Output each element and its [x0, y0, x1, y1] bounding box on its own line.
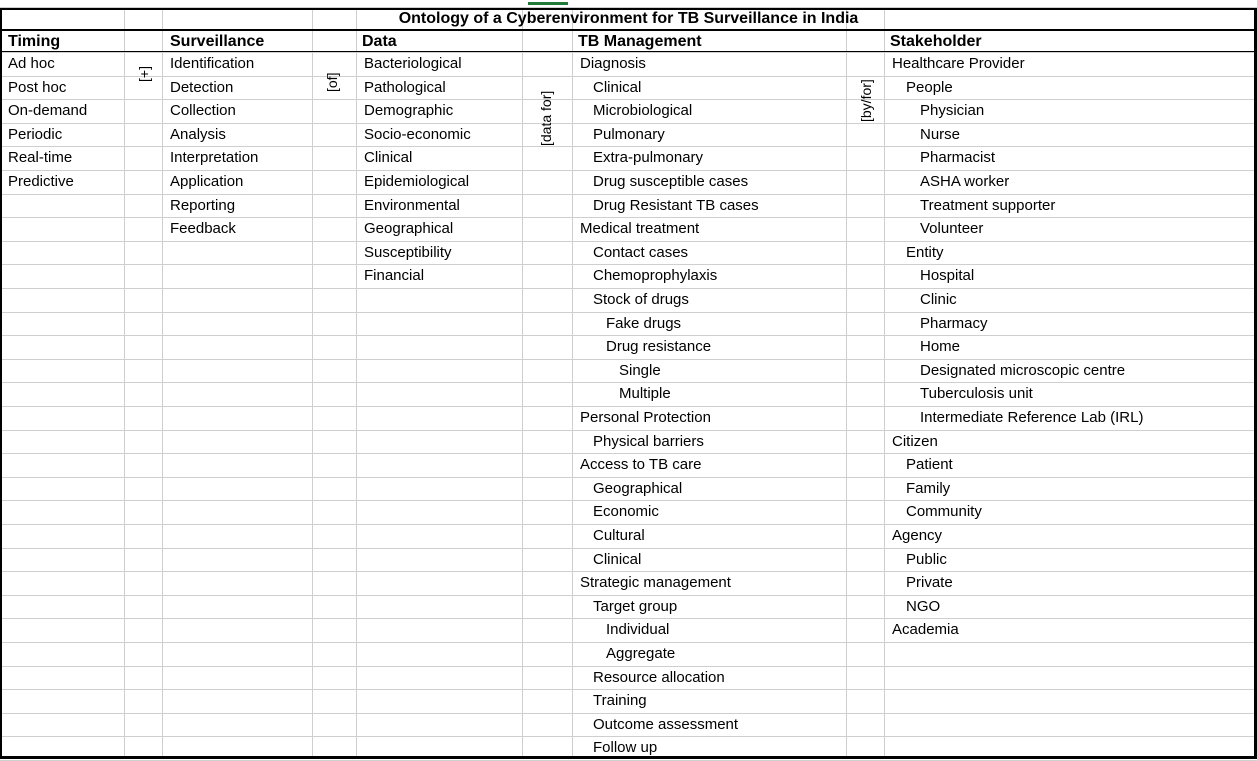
cell-tb-management[interactable]: Fake drugs [606, 315, 682, 332]
cell-stakeholder[interactable]: Hospital [920, 267, 975, 284]
cell-tb-management[interactable]: Drug resistance [606, 338, 712, 355]
cell-stakeholder[interactable]: Private [906, 574, 953, 591]
grid-column-line [846, 8, 847, 759]
cell-tb-management[interactable]: Multiple [619, 385, 671, 402]
cell-stakeholder[interactable]: People [906, 79, 953, 96]
cell-tb-management[interactable]: Clinical [593, 79, 642, 96]
cell-stakeholder[interactable]: Patient [906, 456, 953, 473]
cell-surveillance[interactable]: Interpretation [170, 149, 259, 166]
cell-tb-management[interactable]: Strategic management [580, 574, 731, 591]
cell-stakeholder[interactable]: Intermediate Reference Lab (IRL) [920, 409, 1144, 426]
cell-tb-management[interactable]: Diagnosis [580, 55, 646, 72]
grid-column-line [124, 8, 125, 759]
cell-stakeholder[interactable]: Volunteer [920, 220, 984, 237]
grid-column-line [312, 8, 313, 759]
column-header-strip [0, 0, 1257, 8]
connector-plus: [+] [136, 66, 152, 82]
active-column-marker [528, 2, 568, 5]
cell-tb-management[interactable]: Aggregate [606, 645, 676, 662]
cell-stakeholder[interactable]: Clinic [920, 291, 957, 308]
cell-stakeholder[interactable]: Pharmacy [920, 315, 988, 332]
cell-stakeholder[interactable]: Pharmacist [920, 149, 996, 166]
cell-data[interactable]: Clinical [364, 149, 413, 166]
grid-column-line [572, 8, 573, 759]
cell-tb-management[interactable]: Drug susceptible cases [593, 173, 749, 190]
connector-data-for: [data for] [538, 90, 554, 146]
cell-tb-management[interactable]: Economic [593, 503, 659, 520]
cell-data[interactable]: Socio-economic [364, 126, 471, 143]
cell-data[interactable]: Epidemiological [364, 173, 470, 190]
cell-data[interactable]: Susceptibility [364, 244, 452, 261]
cell-data[interactable]: Geographical [364, 220, 454, 237]
cell-data[interactable]: Demographic [364, 102, 454, 119]
cell-tb-management[interactable]: Stock of drugs [593, 291, 689, 308]
cell-tb-management[interactable]: Individual [606, 621, 670, 638]
cell-surveillance[interactable]: Detection [170, 79, 234, 96]
cell-stakeholder[interactable]: Public [906, 551, 947, 568]
cell-stakeholder[interactable]: Entity [906, 244, 944, 261]
cell-timing[interactable]: Predictive [8, 173, 74, 190]
header-surveillance[interactable]: Surveillance [170, 33, 265, 50]
cell-timing[interactable]: Real-time [8, 149, 73, 166]
cell-tb-management[interactable]: Contact cases [593, 244, 689, 261]
cell-tb-management[interactable]: Training [593, 692, 647, 709]
cell-tb-management[interactable]: Microbiological [593, 102, 693, 119]
cell-stakeholder[interactable]: Agency [892, 527, 943, 544]
cell-stakeholder[interactable]: ASHA worker [920, 173, 1010, 190]
connector-by-for: [by/for] [858, 79, 874, 122]
cell-stakeholder[interactable]: NGO [906, 598, 941, 615]
header-data[interactable]: Data [362, 33, 397, 50]
header-timing[interactable]: Timing [8, 33, 61, 50]
cell-surveillance[interactable]: Feedback [170, 220, 236, 237]
cell-stakeholder[interactable]: Community [906, 503, 982, 520]
header-tb-management[interactable]: TB Management [578, 33, 702, 50]
cell-surveillance[interactable]: Reporting [170, 197, 236, 214]
cell-surveillance[interactable]: Identification [170, 55, 255, 72]
cell-stakeholder[interactable]: Nurse [920, 126, 961, 143]
cell-timing[interactable]: On-demand [8, 102, 88, 119]
cell-tb-management[interactable]: Personal Protection [580, 409, 711, 426]
cell-stakeholder[interactable]: Physician [920, 102, 985, 119]
cell-tb-management[interactable]: Medical treatment [580, 220, 700, 237]
cell-tb-management[interactable]: Target group [593, 598, 678, 615]
header-stakeholder[interactable]: Stakeholder [890, 33, 982, 50]
cell-surveillance[interactable]: Application [170, 173, 244, 190]
cell-tb-management[interactable]: Chemoprophylaxis [593, 267, 718, 284]
cell-data[interactable]: Bacteriological [364, 55, 462, 72]
cell-surveillance[interactable]: Analysis [170, 126, 226, 143]
grid-column-line [162, 8, 163, 759]
cell-stakeholder[interactable]: Family [906, 480, 951, 497]
cell-tb-management[interactable]: Single [619, 362, 661, 379]
cell-stakeholder[interactable]: Citizen [892, 433, 938, 450]
grid-column-line [884, 8, 885, 759]
cell-stakeholder[interactable]: Designated microscopic centre [920, 362, 1126, 379]
cell-stakeholder[interactable]: Academia [892, 621, 959, 638]
cell-data[interactable]: Environmental [364, 197, 460, 214]
cell-tb-management[interactable]: Pulmonary [593, 126, 665, 143]
cell-stakeholder[interactable]: Healthcare Provider [892, 55, 1025, 72]
cell-tb-management[interactable]: Geographical [593, 480, 683, 497]
cell-data[interactable]: Financial [364, 267, 425, 284]
cell-tb-management[interactable]: Extra-pulmonary [593, 149, 704, 166]
cell-timing[interactable]: Periodic [8, 126, 63, 143]
cell-tb-management[interactable]: Physical barriers [593, 433, 704, 450]
cell-stakeholder[interactable]: Home [920, 338, 961, 355]
cell-tb-management[interactable]: Resource allocation [593, 669, 725, 686]
cell-data[interactable]: Pathological [364, 79, 446, 96]
cell-tb-management[interactable]: Access to TB care [580, 456, 702, 473]
cell-tb-management[interactable]: Cultural [593, 527, 645, 544]
sheet-title[interactable]: Ontology of a Cyberenvironment for TB Surveillance in India [398, 10, 859, 27]
cell-tb-management[interactable]: Follow up [593, 739, 658, 756]
cell-stakeholder[interactable]: Tuberculosis unit [920, 385, 1033, 402]
cell-tb-management[interactable]: Outcome assessment [593, 716, 739, 733]
cell-timing[interactable]: Post hoc [8, 79, 67, 96]
cell-stakeholder[interactable]: Treatment supporter [920, 197, 1056, 214]
cell-surveillance[interactable]: Collection [170, 102, 236, 119]
cell-timing[interactable]: Ad hoc [8, 55, 55, 72]
cell-tb-management[interactable]: Clinical [593, 551, 642, 568]
grid-column-line [522, 8, 523, 759]
cell-tb-management[interactable]: Drug Resistant TB cases [593, 197, 759, 214]
connector-of: [of] [324, 72, 340, 92]
grid-column-line [356, 8, 357, 759]
